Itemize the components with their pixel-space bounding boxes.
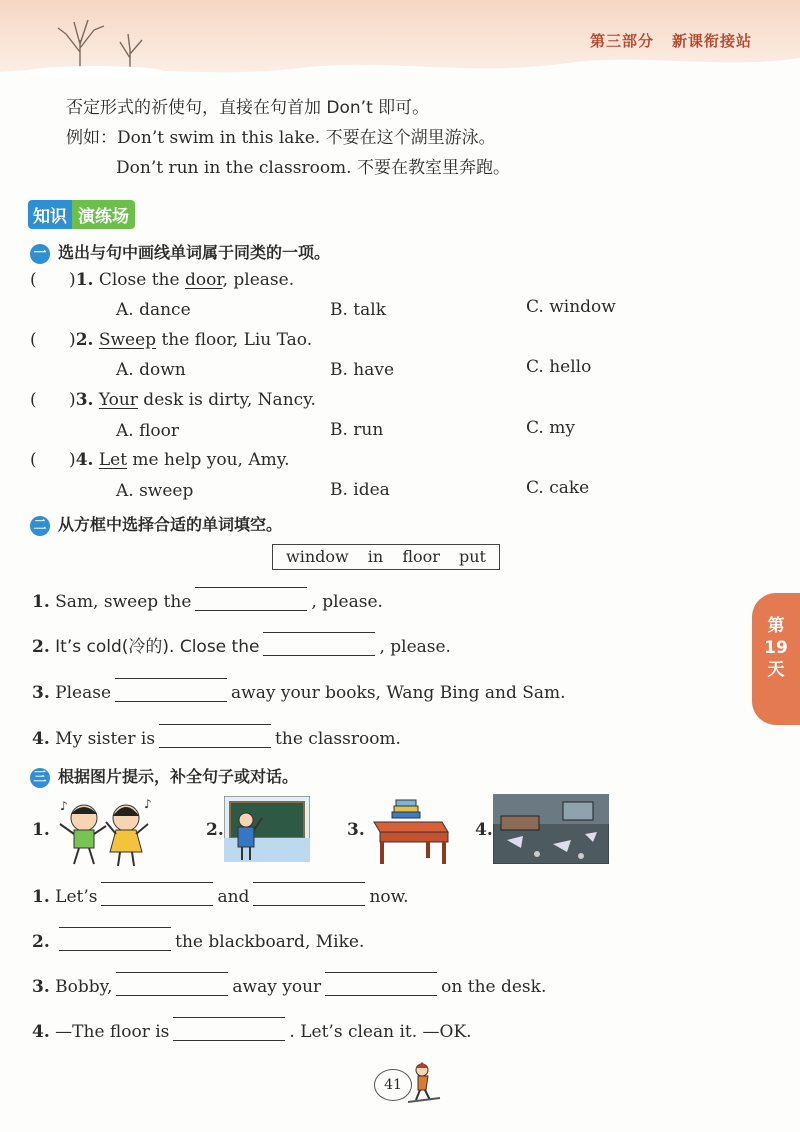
section-3-title: 根据图片提示，补全句子或对话。 (58, 767, 299, 786)
fill-item-2 (32, 632, 451, 657)
mc-question-1 (30, 270, 294, 290)
answer-blank[interactable] (263, 632, 375, 656)
practice-title-part2: 演练场 (72, 200, 135, 229)
practice-title-part1: 知识 (28, 200, 72, 229)
section-3-number: 三 (30, 768, 50, 788)
section-2-number: 二 (30, 516, 50, 536)
answer-blank[interactable] (325, 972, 437, 996)
mc-question-2 (30, 330, 312, 350)
answer-paren[interactable]: ( ) (30, 270, 76, 290)
header-section: 新课衔接站 (671, 32, 752, 50)
answer-blank[interactable] (115, 678, 227, 702)
option-a[interactable]: A. dance (116, 300, 191, 320)
section-2-heading (30, 512, 282, 536)
pic-label-4: 4. (475, 820, 493, 840)
option-b[interactable]: B. talk (330, 300, 387, 320)
page-number: 41 (374, 1069, 412, 1101)
practice-title (28, 200, 135, 228)
item-text: My sister is (55, 729, 156, 749)
desk-with-books-picture (368, 794, 452, 866)
question-text: Close the (98, 270, 185, 290)
item-number: 1. (32, 887, 50, 907)
intro-example-2: Don’t run in the classroom. 不要在教室里奔跑。 (116, 158, 510, 178)
answer-blank[interactable] (59, 927, 171, 951)
section-1-title: 选出与句中画线单词属于同类的一项。 (58, 243, 331, 262)
underlined-word: Let (98, 450, 128, 470)
complete-item-1 (32, 882, 409, 907)
item-number: 4. (32, 729, 50, 749)
skiing-figure-icon (404, 1060, 444, 1104)
question-text-end: desk is dirty, Nancy. (137, 390, 316, 410)
item-number: 4. (32, 1022, 50, 1042)
header-title (572, 30, 752, 51)
answer-blank[interactable] (253, 882, 365, 906)
pic-label-3: 3. (347, 820, 365, 840)
underlined-word: Sweep (98, 330, 157, 350)
question-number: 3. (75, 390, 94, 410)
item-number: 2. (32, 932, 50, 952)
svg-text:♪: ♪ (144, 797, 152, 811)
option-b[interactable]: B. have (330, 360, 395, 380)
item-text: Sam, sweep the (55, 592, 192, 612)
item-number: 3. (32, 977, 50, 997)
mc-question-4 (30, 450, 290, 470)
item-text-end: on the desk. (441, 977, 547, 997)
pic-label-1: 1. (32, 820, 50, 840)
answer-paren[interactable]: ( ) (30, 450, 76, 470)
item-text-end: . Let’s clean it. —OK. (289, 1022, 472, 1042)
option-c[interactable]: C. my (526, 418, 575, 438)
answer-blank[interactable] (101, 882, 213, 906)
intro-example-1 (66, 122, 496, 154)
answer-blank[interactable] (116, 972, 228, 996)
item-text: —The floor is (55, 1022, 170, 1042)
underlined-word: door (184, 270, 223, 290)
pic-label-2: 2. (206, 820, 224, 840)
option-a[interactable]: A. floor (116, 421, 180, 441)
question-number: 2. (75, 330, 94, 350)
example-label: 例如： (66, 128, 117, 148)
option-c[interactable]: C. window (526, 297, 616, 317)
option-c[interactable]: C. hello (526, 357, 592, 377)
question-number: 4. (75, 450, 94, 470)
option-b[interactable]: B. idea (330, 480, 390, 500)
complete-item-2 (32, 927, 364, 952)
item-text-end: , please. (379, 637, 451, 657)
answer-blank[interactable] (195, 587, 307, 611)
svg-text:♪: ♪ (60, 799, 68, 813)
day-tab (752, 593, 800, 725)
fill-item-4 (32, 724, 401, 749)
day-tab-suffix: 天 (767, 660, 785, 680)
item-text-end: away your books, Wang Bing and Sam. (231, 683, 566, 703)
item-number: 3. (32, 683, 50, 703)
answer-blank[interactable] (173, 1017, 285, 1041)
item-text: Please (55, 683, 112, 703)
item-text-mid: and (217, 887, 250, 907)
complete-item-4 (32, 1017, 472, 1042)
item-number: 1. (32, 592, 50, 612)
section-2-title: 从方框中选择合适的单词填空。 (58, 515, 283, 534)
day-tab-prefix: 第 (767, 616, 785, 636)
option-a[interactable]: A. sweep (116, 481, 194, 501)
option-b[interactable]: B. run (330, 420, 384, 440)
mc-question-3 (30, 390, 316, 410)
blackboard-picture (224, 796, 310, 862)
header-part: 第三部分 (589, 32, 654, 50)
section-3-heading (30, 764, 298, 788)
example-1-text: Don’t swim in this lake. 不要在这个湖里游泳。 (117, 128, 496, 148)
option-c[interactable]: C. cake (526, 478, 590, 498)
answer-blank[interactable] (159, 724, 271, 748)
day-tab-number: 19 (764, 638, 788, 658)
question-text-end: me help you, Amy. (127, 450, 290, 470)
item-number: 2. (32, 637, 50, 657)
underlined-word: Your (98, 390, 138, 410)
item-text: Bobby, (55, 977, 113, 997)
messy-room-picture (493, 794, 609, 864)
answer-paren[interactable]: ( ) (30, 330, 76, 350)
question-number: 1. (75, 270, 94, 290)
answer-paren[interactable]: ( ) (30, 390, 76, 410)
intro-rule: 否定形式的祈使句，直接在句首加 Don’t 即可。 (66, 98, 430, 118)
section-1-number: 一 (30, 244, 50, 264)
kids-dancing-picture (54, 796, 154, 868)
fill-item-3 (32, 678, 566, 703)
section-1-heading (30, 240, 330, 264)
item-text-mid: away your (232, 977, 322, 997)
item-text: Let’s (55, 887, 98, 907)
option-a[interactable]: A. down (116, 360, 186, 380)
question-text-end: , please. (222, 270, 295, 290)
fill-item-1 (32, 587, 383, 612)
word-box: window in floor put (272, 544, 500, 570)
complete-item-3 (32, 972, 546, 997)
item-text: the blackboard, Mike. (175, 932, 365, 952)
item-text: It’s cold(冷的). Close the (55, 637, 260, 657)
item-text-end: the classroom. (275, 729, 401, 749)
question-text-end: the floor, Liu Tao. (156, 330, 313, 350)
item-text-end: now. (369, 887, 409, 907)
item-text-end: , please. (311, 592, 383, 612)
